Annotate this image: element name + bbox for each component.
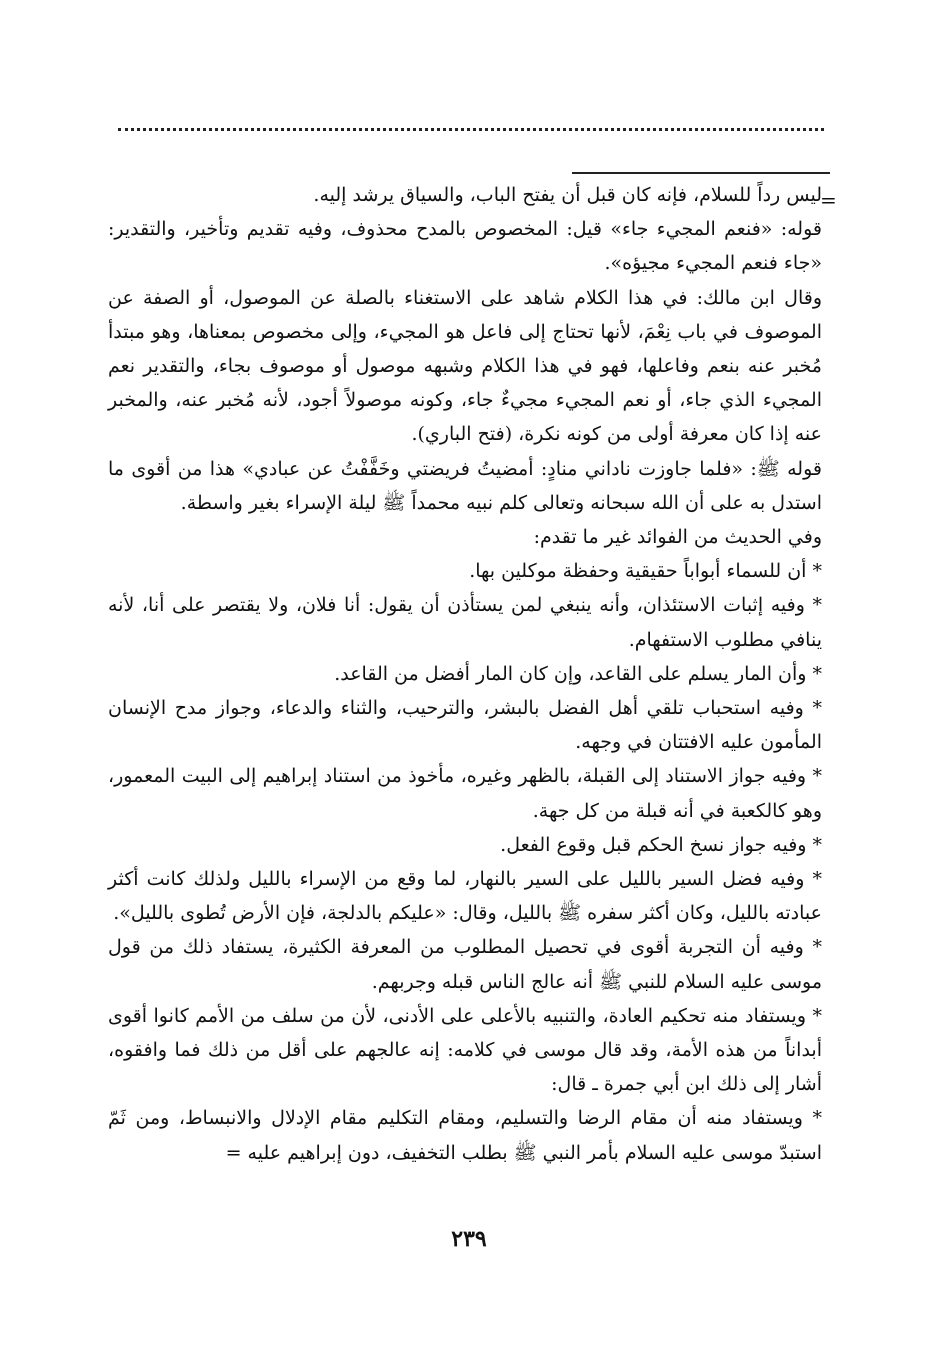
- bullet-item: * ويستفاد منه أن مقام الرضا والتسليم، ومقام التكليم مقام الإدلال والانبساط، ومن ثَمّ استبدّ موسى عليه السلام بأمر النبي ﷺ بطلب التخفيف، دون إبراهيم عليه =: [108, 1107, 822, 1164]
- bullet-item: * وفيه جواز الاستناد إلى القبلة، بالظهر وغيره، مأخوذ من استناد إبراهيم إلى البيت المعمور، وهو كالكعبة في أنه قبلة من كل جهة.: [108, 765, 822, 822]
- bullet-item: * وأن المار يسلم على القاعد، وإن كان المار أفضل من القاعد.: [334, 662, 822, 685]
- header-dotted-rule: [118, 128, 824, 131]
- paragraph: قوله: «فنعم المجيء جاء» قيل: المخصوص بالمدح محذوف، وفيه تقديم وتأخير، والتقدير: «جاء فنعم المجيء مجيؤه».: [108, 218, 822, 275]
- bullet-item: * وفيه إثبات الاستئذان، وأنه ينبغي لمن يستأذن أن يقول: أنا فلان، ولا يقتصر على أنا، لأنه ينافي مطلوب الاستفهام.: [108, 594, 822, 651]
- paragraph: ليس رداً للسلام، فإنه كان قبل أن يفتح الباب، والسياق يرشد إليه.: [313, 184, 822, 206]
- paragraph: وقال ابن مالك: في هذا الكلام شاهد على الاستغناء بالصلة عن الموصول، أو الصفة عن الموصوف في باب نِعْمَ، لأنها تحتاج إلى فاعل هو المجيء، وإلى مخصوص بمعناها، وهو مبتدأ مُخبر عنه بنعم وفاعلها، فهو في هذا الكلام وشبهه موصول أو موصوف بجاء، والتقدير نعم المجيء الذي جاء، أو نعم المجيء مجيءٌ جاء، وكونه موصولاً أجود، لأنه مُخبر عنه، والمخبر عنه إذا كان معرفة أولى من كونه نكرة، (فتح الباري).: [108, 286, 822, 446]
- paragraph: قوله ﷺ: «فلما جاوزت ناداني منادٍ: أمضيتُ فريضتي وخَفَّفْتُ عن عبادي» هذا من أقوى ما استدل به على أن الله سبحانه وتعالى كلم نبيه محمداً ﷺ ليلة الإسراء بغير واسطة.: [108, 457, 822, 514]
- bullet-item: * ويستفاد منه تحكيم العادة، والتنبيه بالأعلى على الأدنى، لأن من سلف من الأمم كانوا أقوى أبداناً من هذه الأمة، وقد قال موسى في كلامه: إنه عالجهم على أقل من ذلك فما وافقوه، أشار إلى ذلك ابن أبي جمرة ـ قال:: [108, 1004, 822, 1096]
- bullet-item: * أن للسماء أبواباً حقيقية وحفظة موكلين بها.: [469, 560, 822, 583]
- bullet-item: * وفيه فضل السير بالليل على السير بالنهار، لما وقع من الإسراء بالليل ولذلك كانت أكثر عبادته بالليل، وكان أكثر سفره ﷺ بالليل، وقال: «عليكم بالدلجة، فإن الأرض تُطوى بالليل».: [108, 868, 822, 925]
- footnote-separator-rule: [572, 172, 830, 174]
- continuation-mark-top: =: [820, 188, 837, 212]
- page-number: ٢٣٩: [451, 1226, 487, 1252]
- paragraph: وفي الحديث من الفوائد غير ما تقدم:: [533, 526, 822, 549]
- footnote-text: [108, 178, 822, 1170]
- bullet-item: * وفيه جواز نسخ الحكم قبل وقوع الفعل.: [500, 833, 822, 856]
- bullet-item: * وفيه استحباب تلقي أهل الفضل بالبشر، والترحيب، والثناء والدعاء، وجواز مدح الإنسان المأمون عليه الافتتان في وجهه.: [108, 697, 822, 754]
- bullet-item: * وفيه أن التجربة أقوى في تحصيل المطلوب من المعرفة الكثيرة، يستفاد ذلك من قول موسى عليه السلام للنبي ﷺ أنه عالج الناس قبله وجربهم.: [108, 936, 822, 993]
